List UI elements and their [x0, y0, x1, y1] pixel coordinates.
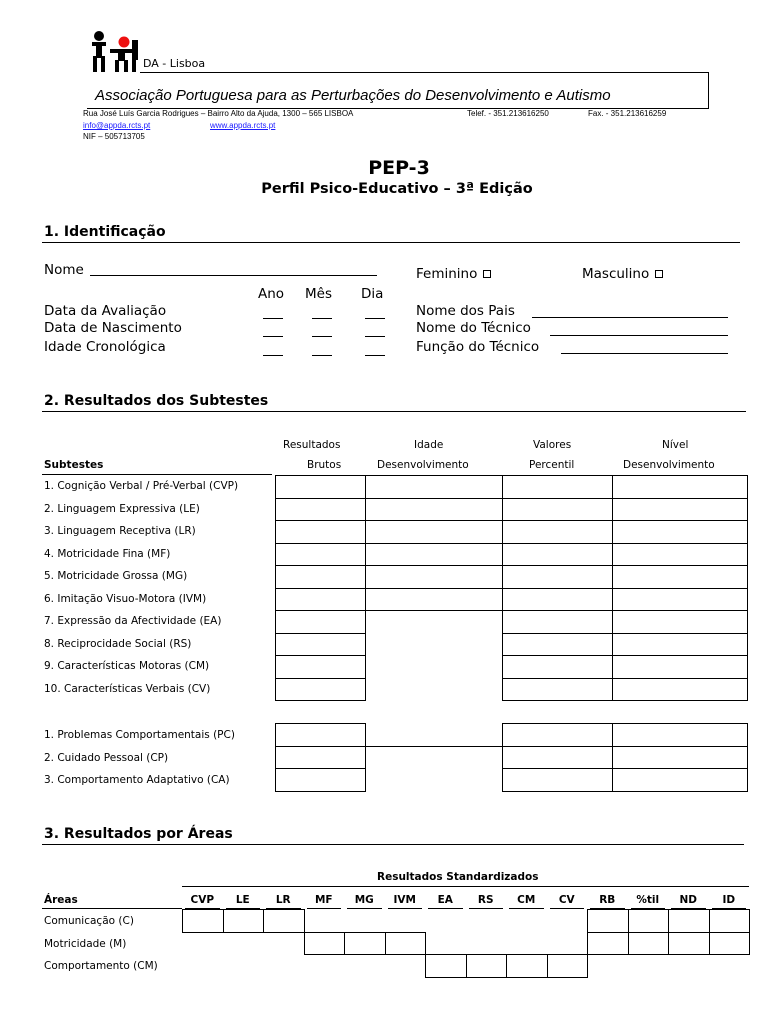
- dia-label: Dia: [361, 286, 384, 302]
- appda-logo: [88, 30, 140, 74]
- subtest-label: 7. Expressão da Afectividade (EA): [44, 615, 222, 627]
- score-cell[interactable]: [502, 768, 613, 792]
- area-label: Comportamento (CM): [44, 960, 158, 972]
- area-col-header: ID: [722, 894, 736, 906]
- masculino-option[interactable]: [582, 266, 663, 282]
- score-cell[interactable]: [612, 633, 748, 657]
- nome-tecnico-label: Nome do Técnico: [416, 320, 531, 336]
- feminino-label: Feminino: [416, 266, 478, 282]
- subtest-label: 4. Motricidade Fina (MF): [44, 547, 171, 560]
- subtest-label: 9. Características Motoras (CM): [44, 660, 210, 672]
- area-col-header: MG: [354, 894, 374, 906]
- areas-header-rule: [42, 908, 182, 909]
- phone: Telef. - 351.213616250: [467, 109, 549, 118]
- score-cell[interactable]: [612, 610, 748, 634]
- score-cell[interactable]: [502, 498, 613, 522]
- area-cell[interactable]: [628, 909, 670, 933]
- score-cell[interactable]: [502, 475, 613, 499]
- score-cell[interactable]: [275, 588, 366, 612]
- area-cell[interactable]: [587, 909, 629, 933]
- score-cell[interactable]: [502, 588, 613, 612]
- org-full-name: Associação Portuguesa para as Perturbações do Desenvolvimento e Autismo: [95, 87, 611, 104]
- score-cell[interactable]: [365, 498, 503, 522]
- score-cell[interactable]: [502, 520, 613, 544]
- area-label: Motricidade (M): [44, 937, 127, 950]
- subtest-label: 6. Imitação Visuo-Motora (IVM): [44, 592, 207, 605]
- idade-cronologica-label: Idade Cronológica: [44, 339, 166, 355]
- mes-label: Mês: [305, 286, 332, 302]
- score-cell[interactable]: [275, 768, 366, 792]
- masculino-checkbox[interactable]: [655, 270, 663, 278]
- score-cell[interactable]: [275, 655, 366, 679]
- area-col-rule: [307, 908, 342, 909]
- nome-tecnico-field[interactable]: [550, 335, 728, 336]
- area-col-header: ND: [679, 894, 697, 906]
- section2-rule: [42, 411, 746, 412]
- behaviour-label: 1. Problemas Comportamentais (PC): [44, 729, 235, 741]
- area-col-rule: [550, 908, 585, 909]
- section3-rule: [42, 844, 744, 845]
- area-cell[interactable]: [182, 909, 224, 933]
- behaviour-divider: [365, 746, 502, 747]
- col-valores-2: Percentil: [529, 459, 575, 471]
- area-col-rule: [428, 908, 463, 909]
- behaviour-label: 3. Comportamento Adaptativo (CA): [44, 774, 230, 786]
- col-subtestes: Subtestes: [44, 459, 104, 471]
- behaviour-label: 2. Cuidado Pessoal (CP): [44, 751, 169, 764]
- email-link[interactable]: info@appda.rcts.pt: [83, 121, 151, 130]
- standardized-rule: [182, 886, 749, 887]
- area-cell[interactable]: [709, 932, 751, 956]
- area-col-header: CM: [517, 894, 536, 906]
- funcao-tecnico-label: Função do Técnico: [416, 339, 540, 355]
- score-cell[interactable]: [502, 610, 613, 634]
- score-cell[interactable]: [275, 610, 366, 634]
- area-cell[interactable]: [223, 909, 265, 933]
- score-cell[interactable]: [275, 498, 366, 522]
- area-cell[interactable]: [344, 932, 386, 956]
- avaliacao-dia-field[interactable]: [365, 318, 385, 319]
- area-cell[interactable]: [668, 909, 710, 933]
- score-cell[interactable]: [612, 498, 748, 522]
- standardized-header: Resultados Standardizados: [377, 871, 539, 883]
- website-link[interactable]: www.appda.rcts.pt: [210, 121, 276, 130]
- data-nascimento-label: Data de Nascimento: [44, 320, 182, 336]
- nascimento-mes-field[interactable]: [312, 336, 332, 337]
- col-resultados-1: Resultados: [283, 439, 341, 451]
- area-cell[interactable]: [506, 954, 548, 978]
- area-col-header: %til: [636, 894, 660, 906]
- nascimento-dia-field[interactable]: [365, 336, 385, 337]
- col-valores-1: Valores: [533, 439, 572, 451]
- score-cell[interactable]: [612, 565, 748, 589]
- area-cell[interactable]: [668, 932, 710, 956]
- score-cell[interactable]: [612, 678, 748, 702]
- area-col-header: LR: [275, 894, 291, 906]
- section1-heading: 1. Identificação: [44, 224, 166, 240]
- score-cell[interactable]: [365, 475, 503, 499]
- nome-pais-label: Nome dos Pais: [416, 303, 515, 319]
- ano-label: Ano: [258, 286, 285, 302]
- section3-heading: 3. Resultados por Áreas: [44, 826, 233, 842]
- score-cell[interactable]: [275, 565, 366, 589]
- score-cell[interactable]: [612, 520, 748, 544]
- fax: Fax. - 351.213616259: [588, 109, 667, 118]
- area-col-rule: [347, 908, 382, 909]
- col-idade-1: Idade: [414, 439, 444, 451]
- area-col-header: CV: [558, 894, 575, 906]
- col-resultados-2: Brutos: [307, 459, 342, 471]
- funcao-tecnico-field[interactable]: [561, 353, 728, 354]
- area-col-rule: [388, 908, 423, 909]
- masculino-label: Masculino: [582, 266, 650, 282]
- score-cell[interactable]: [502, 678, 613, 702]
- area-col-header: RS: [477, 894, 494, 906]
- area-col-header: CVP: [190, 894, 215, 906]
- score-cell[interactable]: [502, 633, 613, 657]
- org-short-name: DA - Lisboa: [143, 57, 206, 70]
- area-cell[interactable]: [263, 909, 305, 933]
- col-nivel-1: Nível: [662, 439, 689, 451]
- col-idade-2: Desenvolvimento: [377, 459, 469, 471]
- score-cell[interactable]: [612, 723, 748, 747]
- score-cell[interactable]: [275, 633, 366, 657]
- subtest-label: 2. Linguagem Expressiva (LE): [44, 502, 200, 515]
- score-cell[interactable]: [275, 723, 366, 747]
- idade-mes-field[interactable]: [312, 355, 332, 356]
- area-cell[interactable]: [425, 954, 467, 978]
- feminino-option[interactable]: [416, 266, 491, 282]
- area-cell[interactable]: [587, 932, 629, 956]
- data-avaliacao-label: Data da Avaliação: [44, 303, 167, 319]
- score-cell[interactable]: [365, 588, 503, 612]
- score-cell[interactable]: [612, 655, 748, 679]
- idade-dia-field[interactable]: [365, 355, 385, 356]
- score-cell[interactable]: [275, 520, 366, 544]
- area-cell[interactable]: [709, 909, 751, 933]
- org-box: [708, 72, 709, 109]
- score-cell[interactable]: [612, 588, 748, 612]
- nome-field[interactable]: [90, 275, 377, 276]
- idade-ano-field[interactable]: [263, 355, 283, 356]
- area-col-rule: [509, 908, 544, 909]
- score-cell[interactable]: [612, 543, 748, 567]
- score-cell[interactable]: [502, 723, 613, 747]
- score-cell[interactable]: [365, 520, 503, 544]
- score-cell[interactable]: [275, 475, 366, 499]
- score-cell[interactable]: [365, 565, 503, 589]
- subtest-label: 8. Reciprocidade Social (RS): [44, 637, 192, 650]
- nome-pais-field[interactable]: [532, 317, 728, 318]
- feminino-checkbox[interactable]: [483, 270, 491, 278]
- area-col-header: MF: [314, 894, 333, 906]
- score-cell[interactable]: [612, 746, 748, 770]
- score-cell[interactable]: [612, 475, 748, 499]
- score-cell[interactable]: [275, 543, 366, 567]
- avaliacao-ano-field[interactable]: [263, 318, 283, 319]
- score-cell[interactable]: [502, 543, 613, 567]
- score-cell[interactable]: [502, 655, 613, 679]
- subtest-label: 10. Características Verbais (CV): [44, 682, 211, 695]
- score-cell[interactable]: [502, 746, 613, 770]
- subtest-label: 1. Cognição Verbal / Pré-Verbal (CVP): [44, 480, 239, 492]
- nif: NIF – 505713705: [83, 132, 145, 141]
- score-cell[interactable]: [612, 768, 748, 792]
- score-cell[interactable]: [275, 746, 366, 770]
- subtest-label: 3. Linguagem Receptiva (LR): [44, 525, 196, 537]
- col-nivel-2: Desenvolvimento: [623, 459, 715, 471]
- subtest-label: 5. Motricidade Grossa (MG): [44, 570, 188, 582]
- score-cell[interactable]: [275, 678, 366, 702]
- area-label: Comunicação (C): [44, 915, 134, 927]
- page-subtitle: Perfil Psico-Educativo – 3ª Edição: [261, 181, 533, 197]
- area-col-header: IVM: [393, 894, 416, 906]
- score-cell[interactable]: [365, 543, 503, 567]
- page-title: PEP-3: [368, 157, 430, 179]
- col-areas: Áreas: [44, 894, 78, 906]
- area-col-header: RB: [599, 894, 616, 906]
- address: Rua José Luís Garcia Rodrigues – Bairro Alto da Ajuda, 1300 – 565 LISBOA: [83, 109, 354, 118]
- area-col-rule: [469, 908, 504, 909]
- avaliacao-mes-field[interactable]: [312, 318, 332, 319]
- nascimento-ano-field[interactable]: [263, 336, 283, 337]
- section1-rule: [42, 242, 740, 243]
- area-col-header: EA: [437, 894, 453, 906]
- score-cell[interactable]: [502, 565, 613, 589]
- subtestes-header-rule: [42, 474, 272, 475]
- area-cell[interactable]: [628, 932, 670, 956]
- header-rule: [140, 72, 709, 73]
- area-cell[interactable]: [304, 932, 346, 956]
- nome-label: Nome: [44, 262, 84, 278]
- area-cell[interactable]: [385, 932, 427, 956]
- area-cell[interactable]: [547, 954, 589, 978]
- section2-heading: 2. Resultados dos Subtestes: [44, 393, 269, 409]
- area-col-header: LE: [235, 894, 250, 906]
- area-cell[interactable]: [466, 954, 508, 978]
